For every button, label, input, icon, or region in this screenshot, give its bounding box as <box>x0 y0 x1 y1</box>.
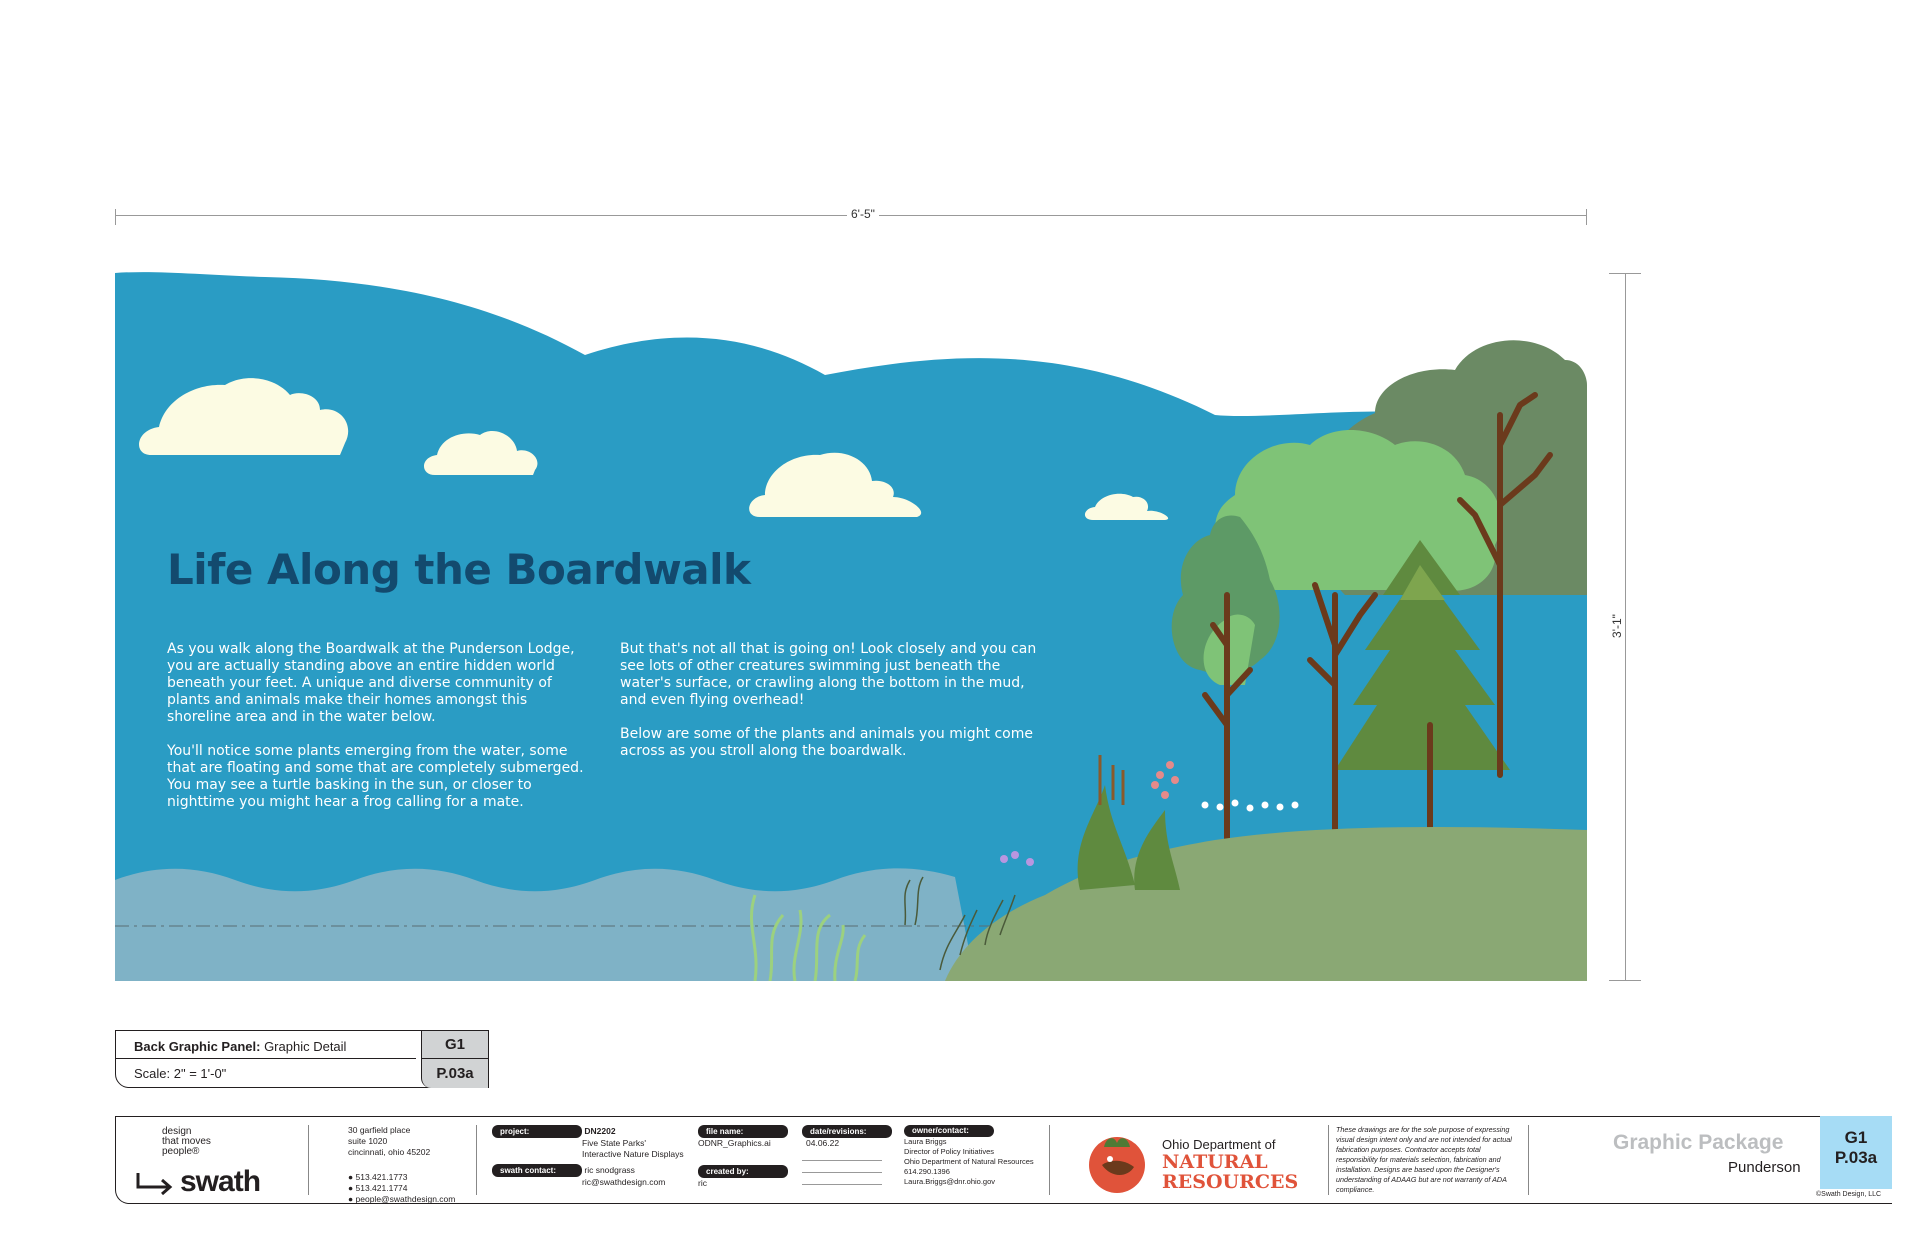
detail-scale: Scale: 2" = 1'-0" <box>134 1066 227 1081</box>
swath-contact-email: ric@swathdesign.com <box>582 1177 666 1187</box>
date-value: 04.06.22 <box>806 1138 840 1148</box>
file-name-label: file name: <box>698 1125 788 1138</box>
fax-number: 513.421.1774 <box>355 1183 408 1193</box>
project-label: project: <box>492 1125 582 1138</box>
owner-line: Ohio Department of Natural Resources <box>904 1157 1034 1166</box>
fax-icon: ● <box>348 1183 354 1193</box>
width-dimension-label: 6'-5" <box>847 207 879 221</box>
odnr-name-line1: Ohio Department of <box>1162 1137 1276 1152</box>
panel-illustration <box>115 265 1587 981</box>
odnr-seal-icon <box>1084 1129 1150 1195</box>
width-dimension <box>115 205 1587 225</box>
title-bar <box>115 1116 1892 1204</box>
email-address: people@swathdesign.com <box>355 1194 456 1204</box>
logo-tagline-2: that moves <box>162 1136 211 1147</box>
detail-code-bottom: P.03a <box>421 1058 488 1088</box>
date-revisions <box>802 1125 892 1185</box>
email-icon: ● <box>348 1194 354 1204</box>
project-code: DN2202 <box>584 1126 616 1136</box>
detail-label-rest: Graphic Detail <box>260 1039 347 1054</box>
graphic-package-subtitle: Punderson <box>1728 1159 1801 1176</box>
panel-title: Life Along the Boardwalk <box>167 545 751 594</box>
created-by-label: created by: <box>698 1165 788 1178</box>
swath-contact-label: swath contact: <box>492 1164 582 1177</box>
disclaimer: These drawings are for the sole purpose of expressing visual design intent only and are not intended for actual fabrication purposes. Contractor accepts total responsibility for materials selection, fabrication and installation. Designs are based upon the Designer's understanding of ADAAG but are not warranty of ADA compliance. <box>1336 1125 1512 1194</box>
owner-line: 614.290.1396 <box>904 1167 950 1176</box>
body-paragraph: But that's not all that is going on! Look closely and you can see lots of other creatures swimming just beneath the water's surface, or crawling along the bottom in the mud, and even flying overhead! <box>620 641 1037 708</box>
odnr-name-line2: NATURAL <box>1162 1151 1268 1173</box>
graphic-package-title: Graphic Package <box>1613 1131 1784 1154</box>
body-paragraph: Below are some of the plants and animals you might come across as you stroll along the boardwalk. <box>620 726 1033 759</box>
phone-icon: ● <box>348 1172 354 1182</box>
address-line: 30 garfield place <box>348 1125 411 1135</box>
copyright: ©Swath Design, LLC <box>1816 1191 1882 1198</box>
file-name-value: ODNR_Graphics.ai <box>698 1138 771 1148</box>
sheet-number-box <box>1820 1116 1892 1189</box>
detail-label <box>134 1039 346 1054</box>
height-dimension-label: 3'-1" <box>1610 610 1624 642</box>
project-name: Interactive Nature Displays <box>582 1149 684 1159</box>
logo-tagline-1: design <box>162 1126 192 1137</box>
body-paragraph: As you walk along the Boardwalk at the Punderson Lodge, you are actually standing above an entire hidden world beneath your feet. A unique and diverse community of plants and animals make their homes amongst this shoreline area and in the water below. <box>167 641 575 725</box>
swath-contact-name: ric snodgrass <box>584 1165 635 1175</box>
owner-line: Laura Briggs <box>904 1137 947 1146</box>
detail-code-top: G1 <box>421 1031 488 1058</box>
owner-contact-label: owner/contact: <box>904 1125 994 1137</box>
owner-line: Laura.Briggs@dnr.ohio.gov <box>904 1177 996 1186</box>
odnr-name-line3: RESOURCES <box>1162 1171 1299 1193</box>
sheet-code-bottom: P.03a <box>1834 1148 1878 1167</box>
body-column-left <box>167 641 587 828</box>
phone-number: 513.421.1773 <box>355 1172 408 1182</box>
address-line: cincinnati, ohio 45202 <box>348 1147 431 1157</box>
project-name: Five State Parks' <box>582 1138 646 1148</box>
created-by-value: ric <box>698 1178 707 1188</box>
date-revisions-label: date/revisions: <box>802 1125 892 1138</box>
body-column-right <box>620 641 1040 777</box>
logo-arrow-icon <box>134 1171 178 1195</box>
owner-line: Director of Policy Initiatives <box>904 1147 995 1156</box>
body-paragraph: You'll notice some plants emerging from the water, some that are floating and some that are completely submerged. You may see a turtle basking in the sun, or closer to nighttime you might hear a frog calling for a mate. <box>167 743 584 810</box>
swath-logo <box>162 1127 302 1197</box>
odnr-logo <box>1084 1125 1309 1197</box>
detail-title-block <box>115 1030 489 1088</box>
logo-tagline-3: people® <box>162 1146 200 1157</box>
address-line: suite 1020 <box>348 1136 388 1146</box>
owner-contact <box>904 1125 1034 1187</box>
project-info <box>492 1125 684 1188</box>
height-dimension <box>1605 273 1645 981</box>
file-info <box>698 1125 788 1189</box>
sheet-code-top: G1 <box>1844 1128 1868 1147</box>
back-graphic-panel <box>115 265 1587 981</box>
detail-label-bold: Back Graphic Panel: <box>134 1039 261 1054</box>
logo-wordmark: swath <box>180 1165 261 1198</box>
swath-address <box>348 1125 455 1205</box>
